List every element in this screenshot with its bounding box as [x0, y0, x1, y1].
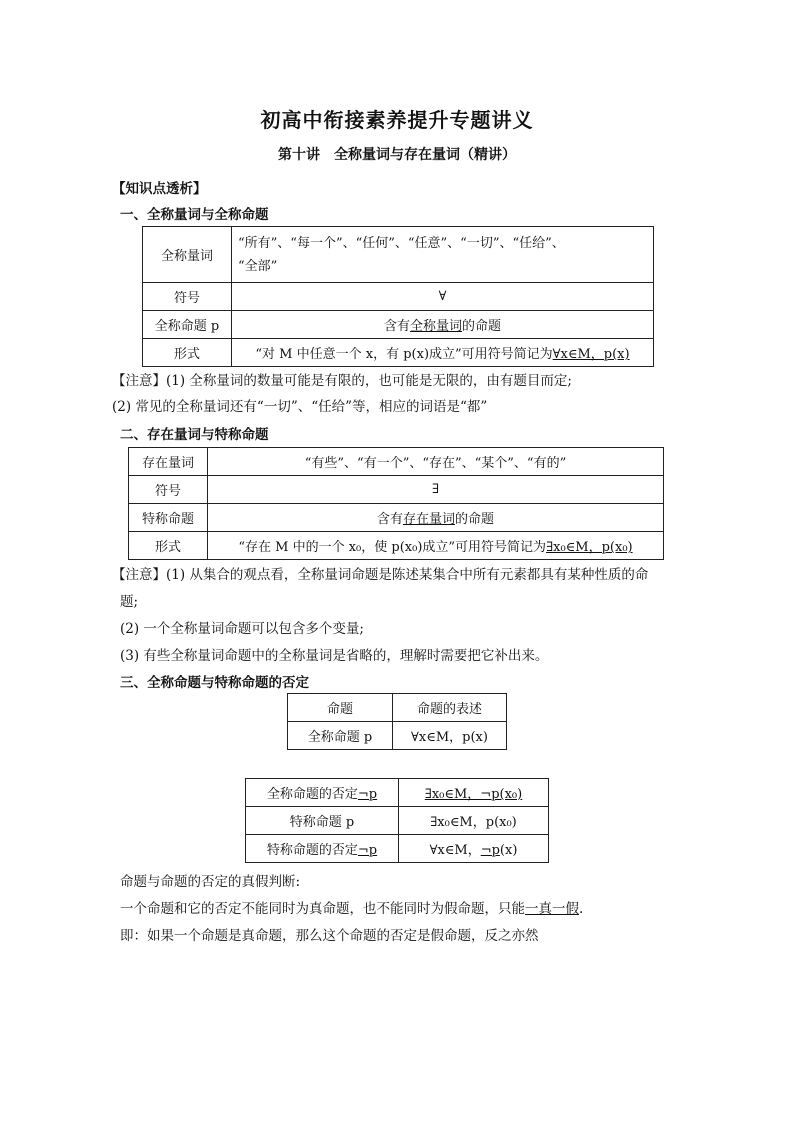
table-row: 特称命题的否定¬p ∀x∈M，¬p(x)	[246, 835, 549, 863]
underlined-term: 一真一假	[525, 901, 579, 917]
negation-symbol: ¬p	[357, 843, 378, 858]
table-row	[246, 807, 549, 835]
row-label: 符号	[143, 283, 232, 311]
table-row: 形式 “存在 M 中的一个 x₀，使 p(x₀)成立”可用符号简记为∃x₀∈M，p(x₀)	[129, 532, 664, 560]
table-row	[129, 476, 664, 504]
forall-symbol: ∀	[232, 283, 654, 311]
formula-cell: ∀x∈M，p(x)	[393, 722, 507, 750]
table-row: 全称命题 p 含有全称量词的命题	[143, 311, 654, 339]
underlined-formula: ∀x∈M，p(x)	[552, 347, 630, 362]
underlined-formula: ∃x₀∈M，p(x₀)	[546, 540, 633, 555]
header-cell: 命题	[288, 694, 393, 722]
underlined-term: 存在量词	[402, 512, 455, 527]
quantifier-list-line1: “所有”、“每一个”、“任何”、“任意”、“一切”、“任给”、	[238, 235, 565, 251]
row-label: 特称命题 p	[246, 807, 399, 835]
negation-symbol: ¬p	[480, 843, 500, 858]
row-label: 特称命题	[129, 504, 208, 532]
note-line: (3) 有些全称量词命题中的全称量词是省略的，理解时需要把它补出来。	[120, 648, 549, 664]
knowledge-header: 【知识点透析】	[112, 181, 207, 197]
table-row	[288, 722, 507, 750]
section1-heading: 一、全称量词与全称命题	[120, 207, 269, 223]
note-line: 题;	[120, 594, 139, 610]
table-row: 特称命题 含有存在量词的命题	[129, 504, 664, 532]
underlined-term: 全称量词	[409, 319, 462, 334]
existential-quantifier-table	[128, 447, 664, 560]
table-row: 全称命题的否定¬p ∃x₀∈M，¬p(x₀)	[246, 779, 549, 807]
quantifier-list: “有些”、“有一个”、“存在”、“某个”、“有的”	[208, 448, 664, 476]
row-label: 存在量词	[129, 448, 208, 476]
row-label: 符号	[129, 476, 208, 504]
note-line: 【注意】(1) 全称量词的数量可能是有限的，也可能是无限的，由有题目而定;	[112, 373, 572, 389]
lecture-subtitle: 第十讲 全称量词与存在量词（精讲）	[278, 147, 516, 163]
formula-cell: ∃x₀∈M，p(x₀)	[399, 807, 549, 835]
note-line: 【注意】(1) 从集合的观点看，全称量词命题是陈述某集合中所有元素都具有某种性质的命	[112, 567, 649, 583]
header-cell: 命题的表述	[393, 694, 507, 722]
row-label: 全称命题 p	[143, 311, 232, 339]
table-row	[143, 227, 654, 283]
row-label: 全称量词	[143, 227, 232, 283]
note-line: (2) 一个全称量词命题可以包含多个变量;	[120, 621, 364, 637]
table-row	[143, 283, 654, 311]
quantifier-list-line2: “全部”	[238, 258, 278, 274]
truth-line: 即：如果一个命题是真命题，那么这个命题的否定是假命题，反之亦然	[120, 928, 539, 944]
section3-heading: 三、全称命题与特称命题的否定	[120, 675, 309, 691]
table-row	[129, 448, 664, 476]
negation-symbol: ¬p	[357, 787, 378, 802]
truth-heading: 命题与命题的否定的真假判断:	[120, 874, 301, 890]
universal-quantifier-table	[142, 226, 654, 367]
page-title: 初高中衔接素养提升专题讲义	[260, 108, 534, 132]
table-row: 形式 “对 M 中任意一个 x，有 p(x)成立”可用符号简记为∀x∈M，p(x)	[143, 339, 654, 367]
note-line: (2) 常见的全称量词还有“一切”、“任给”等，相应的词语是“都”	[112, 399, 488, 415]
negation-table	[245, 778, 549, 863]
section2-heading: 二、存在量词与特称命题	[120, 427, 269, 443]
table-row	[288, 694, 507, 722]
row-label: 形式	[143, 339, 232, 367]
underlined-formula: ∃x₀∈M，¬p(x₀)	[424, 787, 523, 802]
row-label: 形式	[129, 532, 208, 560]
row-label: 全称命题 p	[288, 722, 393, 750]
truth-line: 一个命题和它的否定不能同时为真命题，也不能同时为假命题，只能一真一假.	[120, 901, 584, 917]
exists-symbol: ∃	[208, 476, 664, 504]
universal-proposition-table	[287, 693, 507, 750]
